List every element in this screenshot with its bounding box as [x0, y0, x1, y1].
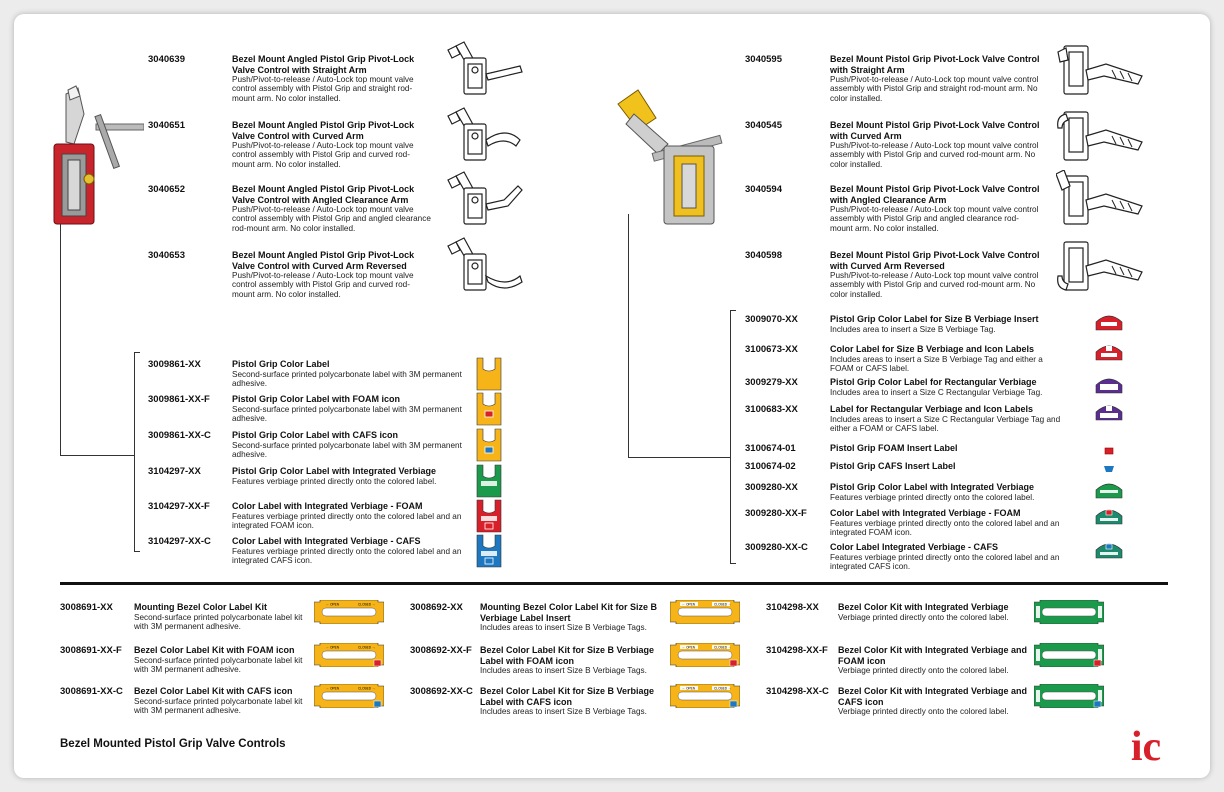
right-label-7-code: 3009280-XX: [745, 482, 798, 493]
right-label-9-description: Features verbiage printed directly onto the colored label and an integrated CAFS icon.: [830, 552, 1060, 571]
left-label-image-3: [476, 428, 502, 462]
open-label-text: ← OPEN: [682, 645, 696, 650]
left-label-4-description: Features verbiage printed directly onto the colored label.: [232, 476, 437, 486]
left-label-6-code: 3104297-XX-C: [148, 536, 211, 547]
left-label-4-title: Pistol Grip Color Label with Integrated Verbiage: [232, 466, 437, 476]
bezel-kit-c-1-text: [838, 602, 1028, 622]
left-label-3-text: [232, 430, 472, 459]
right-valve-4-code: 3040598: [745, 250, 782, 261]
left-valve-drawing-1: [446, 40, 526, 100]
left-valve-3-code: 3040652: [148, 184, 185, 195]
left-label-6-description: Features verbiage printed directly onto the colored label and an integrated CAFS icon.: [232, 546, 462, 565]
right-label-1-code: 3009070-XX: [745, 314, 798, 325]
bezel-kit-c-3-code: 3104298-XX-C: [766, 686, 829, 697]
left-valve-4-title: Bezel Mount Angled Pistol Grip Pivot-Lock Valve Control with Curved Arm Reversed: [232, 250, 415, 271]
right-label-9-text: [830, 542, 1066, 571]
bezel-kit-b-image-2: [670, 643, 740, 667]
left-label-1-code: 3009861-XX: [148, 359, 201, 370]
bezel-kit-c-image-3: [1034, 684, 1104, 708]
right-valve-1-description: Push/Pivot-to-release / Auto-Lock top mount valve control assembly with Pistol Grip and straight rod-mount arm. No color installed.: [830, 75, 1039, 103]
open-label-text: ← OPEN: [326, 645, 340, 650]
left-valve-2-text: [232, 120, 432, 169]
bezel-kit-b-2-description: Includes areas to insert Size B Verbiage Tags.: [480, 666, 647, 675]
closed-label-text: CLOSED →: [358, 602, 376, 607]
right-label-5-code: 3100674-01: [745, 443, 796, 454]
right-label-1-text: [830, 314, 1066, 334]
bezel-kit-c-1-code: 3104298-XX: [766, 602, 819, 613]
left-valve-1-description: Push/Pivot-to-release / Auto-Lock top mount valve control assembly with Pistol Grip and straight rod-mount arm. No color installed.: [232, 75, 414, 103]
bezel-kit-b-2-text: [480, 645, 662, 675]
left-label-4-code: 3104297-XX: [148, 466, 201, 477]
right-label-image-3: [1094, 375, 1124, 395]
bezel-kit-c-2-title: Bezel Color Kit with Integrated Verbiage and FOAM icon: [838, 645, 1028, 666]
right-label-image-6: [1094, 459, 1124, 479]
left-valve-2-title: Bezel Mount Angled Pistol Grip Pivot-Lock Valve Control with Curved Arm: [232, 120, 415, 141]
right-label-2-title: Color Label for Size B Verbiage and Icon Labels: [830, 344, 1035, 354]
right-valve-drawing-4: [1056, 236, 1146, 296]
right-label-8-code: 3009280-XX-F: [745, 508, 807, 519]
bezel-kit-b-2-code: 3008692-XX-F: [410, 645, 472, 656]
left-label-3-code: 3009861-XX-C: [148, 430, 211, 441]
bezel-kit-a-2-code: 3008691-XX-F: [60, 645, 122, 656]
left-label-3-description: Second-surface printed polycarbonate label with 3M permanent adhesive.: [232, 440, 462, 459]
right-valve-4-text: [830, 250, 1040, 299]
bezel-kit-c-2-code: 3104298-XX-F: [766, 645, 828, 656]
ic-logo: [1122, 722, 1170, 768]
left-valve-1-text: [232, 54, 432, 103]
page-footer-title: Bezel Mounted Pistol Grip Valve Controls: [60, 738, 286, 750]
right-label-image-1: [1094, 312, 1124, 332]
left-label-2-description: Second-surface printed polycarbonate label with 3M permanent adhesive.: [232, 404, 462, 423]
left-valve-1-title: Bezel Mount Angled Pistol Grip Pivot-Lock Valve Control with Straight Arm: [232, 54, 415, 75]
left-valve-4-code: 3040653: [148, 250, 185, 261]
right-label-3-code: 3009279-XX: [745, 377, 798, 388]
right-label-image-7: [1094, 480, 1124, 500]
right-label-1-title: Pistol Grip Color Label for Size B Verbiage Insert: [830, 314, 1039, 324]
bezel-kit-b-3-text: [480, 686, 662, 716]
open-label-text: ← OPEN: [682, 686, 696, 691]
bezel-kit-b-1-description: Includes areas to insert Size B Verbiage Tags.: [480, 623, 647, 632]
bezel-kit-b-1-text: [480, 602, 662, 632]
right-label-5-title: Pistol Grip FOAM Insert Label: [830, 443, 958, 453]
right-label-7-text: [830, 482, 1066, 502]
left-label-image-5: [476, 499, 502, 533]
right-valve-4-description: Push/Pivot-to-release / Auto-Lock top mount valve control assembly with Pistol Grip and curved rod-mount arm. No color installed.: [830, 271, 1039, 299]
closed-label-text: CLOSED →: [358, 686, 376, 691]
right-label-4-text: [830, 404, 1066, 433]
left-valve-4-text: [232, 250, 432, 299]
right-valve-2-code: 3040545: [745, 120, 782, 131]
right-valve-drawing-2: [1056, 106, 1146, 166]
left-label-image-6: [476, 534, 502, 568]
right-valve-2-description: Push/Pivot-to-release / Auto-Lock top mount valve control assembly with Pistol Grip and curved rod-mount arm. No color installed.: [830, 141, 1039, 169]
bezel-kit-c-2-text: [838, 645, 1028, 675]
right-label-3-text: [830, 377, 1066, 397]
right-valve-2-title: Bezel Mount Pistol Grip Pivot-Lock Valve Control with Curved Arm: [830, 120, 1040, 141]
left-valve-3-text: [232, 184, 432, 233]
left-label-4-text: [232, 466, 472, 486]
bezel-kit-c-1-description: Verbiage printed directly onto the colored label.: [838, 612, 1009, 622]
right-valve-1-text: [830, 54, 1040, 103]
right-label-5-text: [830, 443, 1066, 454]
right-label-8-description: Features verbiage printed directly onto the colored label and an integrated FOAM icon.: [830, 518, 1060, 537]
bezel-kit-a-1-code: 3008691-XX: [60, 602, 113, 613]
bezel-kit-a-1-description: Second-surface printed polycarbonate label kit with 3M permanent adhesive.: [134, 612, 303, 631]
left-valve-4-description: Push/Pivot-to-release / Auto-Lock top mount valve control assembly with Pistol Grip and curved rod-mount arm. No color installed.: [232, 271, 414, 299]
bezel-kit-b-3-code: 3008692-XX-C: [410, 686, 473, 697]
right-label-9-code: 3009280-XX-C: [745, 542, 808, 553]
right-label-2-text: [830, 344, 1066, 373]
bezel-kit-b-image-3: [670, 684, 740, 708]
right-label-8-text: [830, 508, 1066, 537]
closed-label-text: CLOSED →: [714, 602, 732, 607]
left-label-5-code: 3104297-XX-F: [148, 501, 210, 512]
left-label-2-text: [232, 394, 472, 423]
bezel-kit-a-image-3: [314, 684, 384, 708]
right-valve-1-title: Bezel Mount Pistol Grip Pivot-Lock Valve Control with Straight Arm: [830, 54, 1040, 75]
bezel-kit-a-3-text: [134, 686, 312, 715]
left-valve-1-code: 3040639: [148, 54, 185, 65]
bezel-kit-b-3-description: Includes areas to insert Size B Verbiage Tags.: [480, 707, 647, 716]
right-label-4-code: 3100683-XX: [745, 404, 798, 415]
closed-label-text: CLOSED →: [714, 645, 732, 650]
right-label-image-5: [1094, 441, 1124, 461]
right-label-6-text: [830, 461, 1066, 472]
bezel-kit-a-2-description: Second-surface printed polycarbonate label kit with 3M permanent adhesive.: [134, 655, 303, 674]
bezel-kit-a-2-title: Bezel Color Label Kit with FOAM icon: [134, 645, 295, 655]
right-label-4-title: Label for Rectangular Verbiage and Icon Labels: [830, 404, 1034, 414]
bezel-kit-b-image-1: [670, 600, 740, 624]
bezel-kit-c-image-2: [1034, 643, 1104, 667]
bezel-kit-a-image-2: [314, 643, 384, 667]
section-divider: [60, 582, 1168, 585]
closed-label-text: CLOSED →: [714, 686, 732, 691]
bezel-kit-a-1-text: [134, 602, 312, 631]
bezel-kit-c-3-description: Verbiage printed directly onto the colored label.: [838, 707, 1009, 716]
open-label-text: ← OPEN: [682, 602, 696, 607]
ic-logo-text: ic: [1130, 724, 1162, 768]
bezel-kit-c-3-title: Bezel Color Kit with Integrated Verbiage and CAFS icon: [838, 686, 1028, 707]
bezel-kit-a-3-title: Bezel Color Label Kit with CAFS icon: [134, 686, 293, 696]
right-valve-3-title: Bezel Mount Pistol Grip Pivot-Lock Valve Control with Angled Clearance Arm: [830, 184, 1040, 205]
right-valve-3-code: 3040594: [745, 184, 782, 195]
bezel-kit-a-2-text: [134, 645, 312, 674]
left-valve-drawing-4: [446, 236, 526, 296]
left-valve-drawing-3: [446, 170, 526, 230]
left-label-2-title: Pistol Grip Color Label with FOAM icon: [232, 394, 401, 404]
valve-control-hero-image-red: [44, 84, 144, 234]
left-valve-3-description: Push/Pivot-to-release / Auto-Lock top mount valve control assembly with Pistol Grip and angled clearance rod-mount arm. No color installed.: [232, 205, 431, 233]
right-label-6-code: 3100674-02: [745, 461, 796, 472]
right-label-9-title: Color Label Integrated Verbiage - CAFS: [830, 542, 999, 552]
right-label-1-description: Includes area to insert a Size B Verbiage Tag.: [830, 324, 996, 334]
left-label-2-code: 3009861-XX-F: [148, 394, 210, 405]
bezel-kit-b-1-title: Mounting Bezel Color Label Kit for Size B Verbiage Label Insert: [480, 602, 658, 623]
valve-control-hero-image-yellow: [608, 84, 738, 234]
right-label-image-2: [1094, 342, 1124, 362]
left-valve-3-title: Bezel Mount Angled Pistol Grip Pivot-Lock Valve Control with Angled Clearance Arm: [232, 184, 415, 205]
left-valve-drawing-2: [446, 106, 526, 166]
bezel-kit-a-1-title: Mounting Bezel Color Label Kit: [134, 602, 267, 612]
left-label-5-text: [232, 501, 472, 530]
right-label-3-description: Includes area to insert a Size C Rectangular Verbiage Tag.: [830, 387, 1043, 397]
right-label-4-description: Includes areas to insert a Size C Rectangular Verbiage Tag and either a FOAM or CAFS label.: [830, 414, 1061, 433]
left-label-image-4: [476, 464, 502, 498]
right-label-2-description: Includes areas to insert a Size B Verbiage Tag and either a FOAM or CAFS label.: [830, 354, 1043, 373]
bezel-kit-c-2-description: Verbiage printed directly onto the colored label.: [838, 666, 1009, 675]
right-label-6-title: Pistol Grip CAFS Insert Label: [830, 461, 956, 471]
right-label-8-title: Color Label with Integrated Verbiage - FOAM: [830, 508, 1021, 518]
bezel-kit-c-1-title: Bezel Color Kit with Integrated Verbiage: [838, 602, 1009, 612]
left-label-1-description: Second-surface printed polycarbonate label with 3M permanent adhesive.: [232, 369, 462, 388]
right-label-3-title: Pistol Grip Color Label for Rectangular Verbiage: [830, 377, 1037, 387]
open-label-text: ← OPEN: [326, 686, 340, 691]
left-valve-2-code: 3040651: [148, 120, 185, 131]
right-label-7-title: Pistol Grip Color Label with Integrated Verbiage: [830, 482, 1035, 492]
right-valve-4-title: Bezel Mount Pistol Grip Pivot-Lock Valve Control with Curved Arm Reversed: [830, 250, 1040, 271]
catalog-sheet: [14, 14, 1210, 778]
bezel-kit-b-2-title: Bezel Color Label Kit for Size B Verbiage Label with FOAM icon: [480, 645, 655, 666]
right-label-image-9: [1094, 540, 1124, 560]
bezel-kit-c-3-text: [838, 686, 1028, 716]
open-label-text: ← OPEN: [326, 602, 340, 607]
right-valve-drawing-1: [1056, 40, 1146, 100]
left-label-6-title: Color Label with Integrated Verbiage - CAFS: [232, 536, 421, 546]
right-valve-1-code: 3040595: [745, 54, 782, 65]
bezel-kit-c-image-1: [1034, 600, 1104, 624]
closed-label-text: CLOSED →: [358, 645, 376, 650]
right-label-image-8: [1094, 506, 1124, 526]
bezel-kit-a-3-description: Second-surface printed polycarbonate label kit with 3M permanent adhesive.: [134, 696, 303, 715]
left-label-5-title: Color Label with Integrated Verbiage - FOAM: [232, 501, 423, 511]
bezel-kit-a-3-code: 3008691-XX-C: [60, 686, 123, 697]
right-label-image-4: [1094, 402, 1124, 422]
ic-logo-mark: [1122, 722, 1170, 768]
left-label-image-2: [476, 392, 502, 426]
left-label-6-text: [232, 536, 472, 565]
right-valve-2-text: [830, 120, 1040, 169]
left-label-3-title: Pistol Grip Color Label with CAFS icon: [232, 430, 399, 440]
right-valve-drawing-3: [1056, 170, 1146, 230]
left-label-5-description: Features verbiage printed directly onto the colored label and an integrated FOAM icon.: [232, 511, 462, 530]
left-label-1-text: [232, 359, 472, 388]
bezel-kit-a-image-1: [314, 600, 384, 624]
bezel-kit-b-3-title: Bezel Color Label Kit for Size B Verbiage Label with CAFS icon: [480, 686, 655, 707]
right-valve-3-description: Push/Pivot-to-release / Auto-Lock top mount valve control assembly with Pistol Grip and angled clearance rod-mount arm. No color installed.: [830, 205, 1039, 233]
right-valve-3-text: [830, 184, 1040, 233]
bezel-kit-b-1-code: 3008692-XX: [410, 602, 463, 613]
right-label-2-code: 3100673-XX: [745, 344, 798, 355]
left-label-image-1: [476, 357, 502, 391]
left-label-1-title: Pistol Grip Color Label: [232, 359, 330, 369]
left-valve-2-description: Push/Pivot-to-release / Auto-Lock top mount valve control assembly with Pistol Grip and curved rod-mount arm. No color installed.: [232, 141, 414, 169]
right-label-7-description: Features verbiage printed directly onto the colored label.: [830, 492, 1035, 502]
